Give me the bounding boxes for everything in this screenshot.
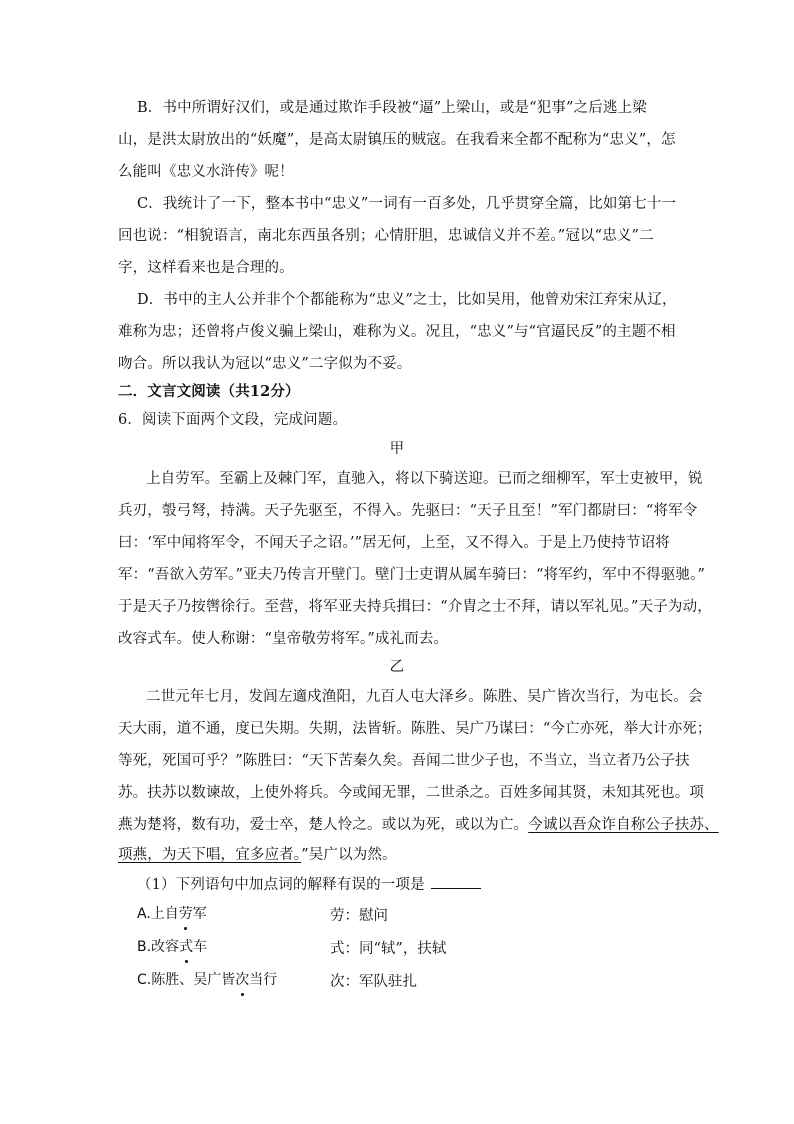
underlined-sentence: 今诚以吾众诈自称公子扶苏、	[528, 817, 719, 833]
option-a-text: 军	[192, 906, 207, 922]
option-c-text: C.陈胜、吴广皆	[137, 972, 236, 988]
dotted-word: 次	[235, 972, 250, 988]
passage-yi-line: 天大雨，道不通，度已失期。失期，法皆斩。陈胜、吴广乃谋曰：“今亡亦死，举大计亦死；	[118, 721, 712, 737]
underlined-sentence: 项燕，为天下唱，宜多应者。	[118, 847, 302, 863]
option-c-text: 当行	[249, 972, 278, 988]
option-b-line-3: 么能叫《忠义水浒传》呢！	[118, 164, 294, 180]
dotted-word: 式	[179, 939, 194, 955]
option-d-line-2: 难称为忠；还曾将卢俊义骗上梁山，难称为义。况且，“忠义”与“官逼民反”的主题不相	[118, 324, 676, 340]
passage-yi-text: ”吴广以为然。	[301, 847, 397, 863]
passage-yi-line	[118, 815, 719, 835]
passage-yi-line: 等死，死国可乎？”陈胜曰：“天下苦秦久矣。吾闻二世少子也，不当立，当立者乃公子扶	[118, 753, 690, 769]
option-d-line-1: D．书中的主人公并非个个都能称为“忠义”之士，比如吴用，他曾劝宋江弃宋从辽，	[137, 292, 677, 308]
option-a	[137, 904, 207, 924]
passage-jia-title: 甲	[389, 441, 405, 457]
passage-jia-line: 军：“吾欲入劳军。”亚夫乃传言开壁门。壁门士吏谓从属车骑曰：“将军约，军中不得驱驰。”	[118, 567, 706, 583]
option-a-explanation: 劳：慰问	[330, 908, 388, 924]
option-b-line-2: 山，是洪太尉放出的“妖魔”，是高太尉镇压的贼寇。在我看来全都不配称为“忠义”，怎	[118, 132, 676, 148]
option-b	[137, 937, 207, 957]
question-6-prompt: 6．阅读下面两个文段，完成问题。	[118, 412, 348, 428]
passage-jia-line: 于是天子乃按辔徐行。至营，将军亚夫持兵揖曰：“介胄之士不拜，请以军礼见。”天子为动，	[118, 599, 712, 615]
option-b-explanation: 式：同“轼”，扶轼	[330, 941, 447, 957]
passage-yi-title: 乙	[389, 659, 405, 675]
answer-blank	[431, 874, 481, 889]
passage-jia-line: 上自劳军。至霸上及棘门军，直驰入，将以下骑送迎。已而之细柳军，军士吏被甲，锐	[146, 471, 703, 487]
option-c	[137, 970, 277, 990]
option-c-line-2: 回也说：“相貌语言，南北东西虽各别；心情肝胆，忠诚信义并不差。”冠以“忠义”二	[118, 228, 654, 244]
sub-question-1	[137, 874, 481, 895]
option-b-text: 车	[193, 939, 208, 955]
option-c-line-1: C．我统计了一下，整本书中“忠义”一词有一百多处，几乎贯穿全篇，比如第七十一	[137, 196, 677, 212]
passage-yi-line	[118, 845, 397, 865]
sub-question-1-text: （1）下列语句中加点词的解释有误的一项是	[137, 877, 425, 893]
option-b-text: B.改容	[137, 939, 180, 955]
passage-yi-line: 苏。扶苏以数谏故，上使外将兵。今或闻无罪，二世杀之。百姓多闻其贤，未知其死也。项	[118, 785, 704, 801]
option-b-line-1: B．书中所谓好汉们，或是通过欺诈手段被“逼”上梁山，或是“犯事”之后逃上梁	[137, 100, 647, 116]
option-c-line-3: 字，这样看来也是合理的。	[118, 260, 294, 276]
section-heading: 二．文言文阅读（共12分）	[118, 383, 300, 400]
option-d-line-3: 吻合。所以我认为冠以“忠义”二字似为不妥。	[118, 356, 412, 372]
passage-yi-text: 燕为楚将，数有功，爱士卒，楚人怜之。或以为死，或以为亡。	[118, 817, 529, 833]
dotted-word: 劳	[178, 906, 193, 922]
passage-jia-line: 兵刃，彀弓弩，持满。天子先驱至，不得入。先驱曰：“天子且至！”军门都尉曰：“将军令	[118, 503, 698, 519]
passage-jia-line: 改容式车。使人称谢：“皇帝敬劳将军。”成礼而去。	[118, 631, 449, 647]
passage-yi-line: 二世元年七月，发闾左適戍渔阳，九百人屯大泽乡。陈胜、吴广皆次当行，为屯长。会	[146, 689, 703, 705]
option-a-text: A.上自	[137, 906, 179, 922]
option-c-explanation: 次：军队驻扎	[330, 974, 417, 990]
passage-jia-line: 曰：‘军中闻将军令，不闻天子之诏。’”居无何，上至，又不得入。于是上乃使持节诏将	[118, 535, 670, 551]
